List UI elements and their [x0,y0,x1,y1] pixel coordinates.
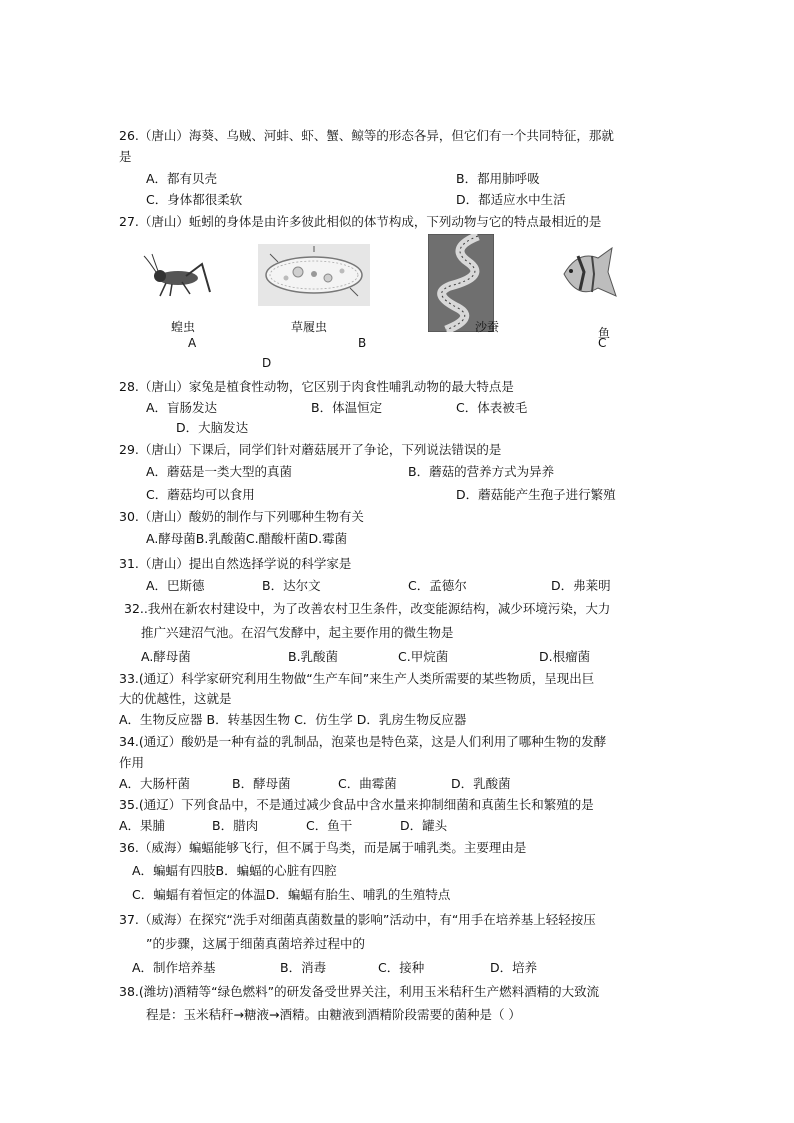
q36-options-ab: A．蝙蝠有四肢B．蝙蝠的心脏有四腔 [132,863,337,878]
q35-option-d: D．罐头 [400,818,448,833]
q28-option-b: B．体温恒定 [311,400,383,415]
q31-option-d: D．弗莱明 [551,578,611,593]
q28-option-d: D．大脑发达 [176,420,249,435]
q35-option-b: B．腊肉 [212,818,259,833]
q32-stem-line1: 32..我州在新农村建设中，为了改善农村卫生条件，改变能源结构，减少环境污染，大力 [124,601,611,616]
q34-option-a: A．大肠杆菌 [119,776,191,791]
fig-grasshopper-letter: A [188,336,197,350]
q36-stem: 36.（威海）蝙蝠能够飞行，但不属于鸟类，而是属于哺乳类。主要理由是 [119,840,527,855]
q28-option-c: C．体表被毛 [456,400,528,415]
q29-stem: 29.（唐山）下课后，同学们针对蘑菇展开了争论，下列说法错误的是 [119,442,502,457]
q32-option-c: C.甲烷菌 [398,649,449,664]
paramecium-figure [258,244,370,306]
q29-option-c: C．蘑菇均可以食用 [146,487,255,502]
q33-options: A．生物反应器 B．转基因生物 C．仿生学 D．乳房生物反应器 [119,712,467,727]
q34-stem-line2: 作用 [119,755,145,770]
fish-figure [554,246,620,302]
q30-options: A.酵母菌B.乳酸菌C.醋酸杆菌D.霉菌 [146,531,348,546]
q32-stem-line2: 推广兴建沼气池。在沼气发酵中，起主要作用的微生物是 [141,625,454,640]
fig-fish-letter: C [598,336,607,350]
q26-stem-line2: 是 [119,149,132,164]
q37-stem-line1: 37.（威海）在探究“洗手对细菌真菌数量的影响”活动中，有“用手在培养基上轻轻按压 [119,912,596,927]
fig-paramecium-label: 草履虫 [291,320,328,334]
q33-stem-line1: 33.(通辽）科学家研究利用生物做“生产车间”来生产人类所需要的某些物质，呈现出巨 [119,671,595,686]
q37-option-b: B．消毒 [280,960,327,975]
q34-stem-line1: 34.(通辽）酸奶是一种有益的乳制品，泡菜也是特色菜，这是人们利用了哪种生物的发酵 [119,734,607,749]
q29-option-d: D．蘑菇能产生孢子进行繁殖 [456,487,616,502]
q28-option-a: A．盲肠发达 [146,400,218,415]
fig-fish-label: 鱼 [598,326,611,340]
q26-stem-line1: 26.（唐山）海葵、乌贼、河蚌、虾、蟹、鲸等的形态各异，但它们有一个共同特征，那就 [119,128,614,143]
q35-option-a: A．果脯 [119,818,166,833]
fig-paramecium-letter: B [358,336,367,350]
q33-stem-line2: 大的优越性，这就是 [119,691,232,706]
q31-stem: 31.（唐山）提出自然选择学说的科学家是 [119,556,352,571]
fig-grasshopper-label: 蝗虫 [171,320,196,334]
q37-option-d: D．培养 [490,960,538,975]
q38-stem-line2: 程是：玉米秸秆→糖液→酒精。由糖液到酒精阶段需要的菌种是（ ） [146,1007,521,1022]
q31-option-c: C．孟德尔 [408,578,467,593]
q37-option-c: C．接种 [378,960,425,975]
q26-option-d: D．都适应水中生活 [456,192,566,207]
q28-stem: 28.（唐山）家兔是植食性动物，它区别于肉食性哺乳动物的最大特点是 [119,379,514,394]
fig-sandworm-letter: D [262,356,272,370]
q38-stem-line1: 38.(潍坊)酒精等“绿色燃料”的研发备受世界关注，利用玉米秸秆生产燃料酒精的大致流 [119,984,600,999]
q32-option-a: A.酵母菌 [141,649,191,664]
q37-stem-line2: ”的步骤，这属于细菌真菌培养过程中的 [146,936,365,951]
q35-option-c: C．鱼干 [306,818,353,833]
grasshopper-figure [142,252,214,302]
q32-option-d: D.根瘤菌 [539,649,591,664]
q36-options-cd: C．蝙蝠有着恒定的体温D．蝙蝠有胎生、哺乳的生殖特点 [132,887,451,902]
q27-stem: 27.（唐山）蚯蚓的身体是由许多彼此相似的体节构成，下列动物与它的特点最相近的是 [119,214,602,229]
q26-option-b: B．都用肺呼吸 [456,171,540,186]
q29-option-a: A．蘑菇是一类大型的真菌 [146,464,293,479]
q26-option-a: A．都有贝壳 [146,171,218,186]
q29-option-b: B．蘑菇的营养方式为异养 [408,464,555,479]
q30-stem: 30.（唐山）酸奶的制作与下列哪种生物有关 [119,509,364,524]
q26-option-c: C．身体都很柔软 [146,192,243,207]
q37-option-a: A．制作培养基 [132,960,216,975]
q32-option-b: B.乳酸菌 [288,649,339,664]
q34-option-d: D．乳酸菌 [451,776,511,791]
q35-stem: 35.(通辽）下列食品中，不是通过减少食品中含水量来抑制细菌和真菌生长和繁殖的是 [119,797,594,812]
q34-option-b: B．酵母菌 [232,776,291,791]
q31-option-a: A．巴斯德 [146,578,205,593]
fig-sandworm-label: 沙蚕 [475,320,500,334]
q31-option-b: B．达尔文 [262,578,321,593]
q34-option-c: C．曲霉菌 [338,776,397,791]
